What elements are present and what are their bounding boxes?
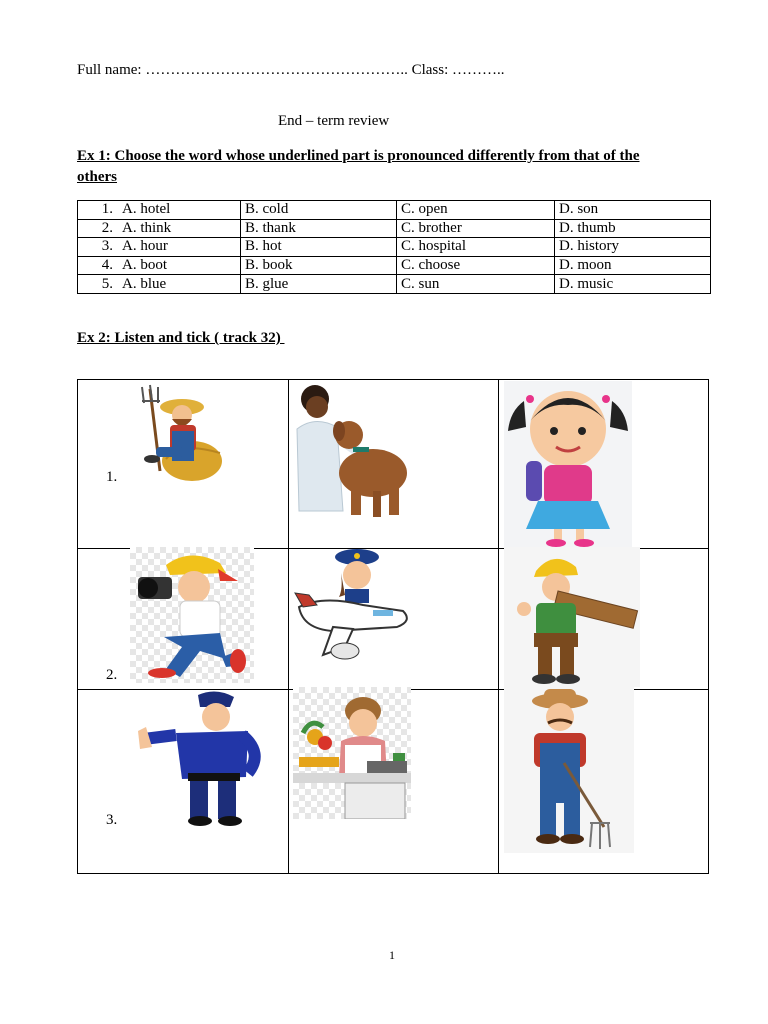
carpenter-picture[interactable] [504,547,640,687]
option-c: C. choose [397,256,555,275]
option-a: A. boot [122,257,167,274]
farmer-pitchfork-picture[interactable] [130,381,230,483]
ex1-table [77,200,711,294]
option-d: D. moon [555,256,711,275]
photographer-picture[interactable] [130,547,254,683]
option-c: C. hospital [397,238,555,257]
option-d: D. history [555,238,711,257]
option-d: D. music [555,275,711,294]
option-b: B. cold [241,201,397,220]
ex1-heading-line2: others [77,169,117,185]
option-b: B. book [241,256,397,275]
option-d: D. son [555,201,711,220]
police-officer-picture[interactable] [130,687,268,827]
row-number: 3. [101,238,113,255]
option-b: B. thank [241,219,397,238]
option-a: A. think [122,219,172,236]
page-number: 1 [389,948,395,962]
row-number-2: 2. [106,667,118,683]
ex1-heading [77,146,717,188]
option-b: B. glue [241,275,397,294]
row-number: 2. [101,219,113,236]
ex1-heading-line1: Ex 1: Choose the word whose underlined part is pronounced differently from that of the [77,148,640,164]
farmer-standing-picture[interactable] [504,687,634,853]
option-c: C. brother [397,219,555,238]
vet-dog-picture[interactable] [293,381,423,519]
table-row [78,219,711,238]
table-row [78,238,711,257]
row-number-3: 3. [106,812,118,828]
row-number: 5. [101,275,113,292]
page-title: End – term review [278,113,390,129]
table-row [78,256,711,275]
option-b: B. hot [241,238,397,257]
option-d: D. thumb [555,219,711,238]
table-row [78,275,711,294]
option-a: A. blue [122,275,167,292]
option-c: C. sun [397,275,555,294]
row-number: 1. [101,201,113,218]
pilot-airplane-picture[interactable] [293,547,415,665]
fullname-class-line: Full name: …………………………………………….. Class: ……….. [77,62,505,78]
table-row [78,201,711,220]
option-c: C. open [397,201,555,220]
schoolgirl-picture[interactable] [504,381,632,549]
option-a: A. hotel [122,201,171,218]
row-number: 4. [101,257,113,274]
shop-assistant-picture[interactable] [293,687,411,819]
option-a: A. hour [122,238,168,255]
row-number-1: 1. [106,469,118,485]
ex2-heading: Ex 2: Listen and tick ( track 32) [77,330,285,346]
